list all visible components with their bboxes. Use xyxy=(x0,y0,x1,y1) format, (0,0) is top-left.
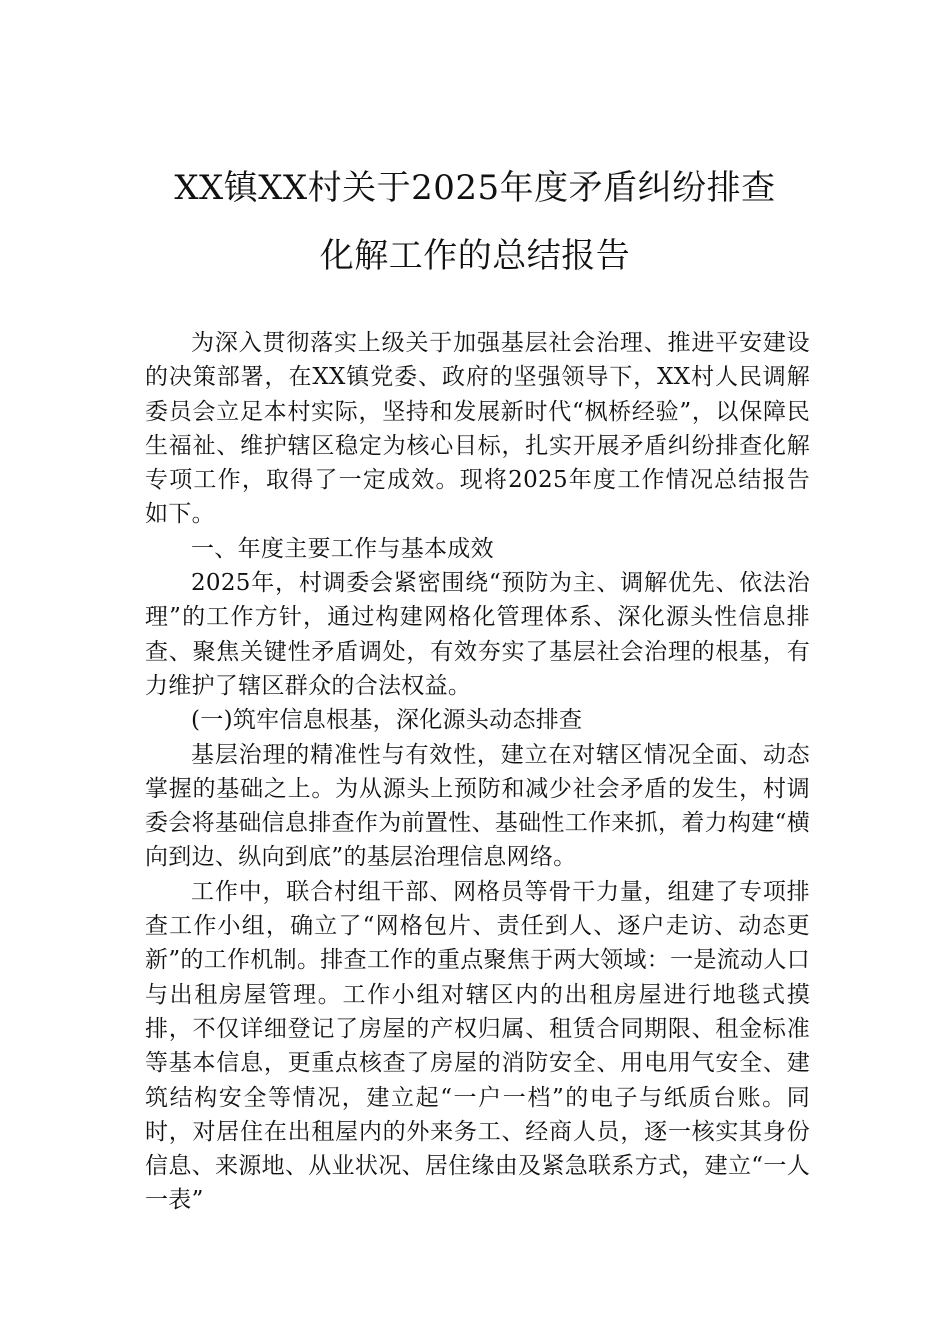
document-title-line-1: XX镇XX村关于2025年度矛盾纠纷排查 xyxy=(174,168,776,208)
document-title-line-2: 化解工作的总结报告 xyxy=(319,236,631,276)
body-paragraph: 2025年，村调委会紧密围绕“预防为主、调解优先、依法治理”的工作方针，通过构建网格化管理体系、深化源头性信息排查、聚焦关键性矛盾调处，有效夯实了基层社会治理的根基，有力维护了辖区群众的合法权益。 xyxy=(145,570,810,699)
intro-paragraph: 为深入贯彻落实上级关于加强基层社会治理、推进平安建设的决策部署，在XX镇党委、政府的坚强领导下，XX村人民调解委员会立足本村实际，坚持和发展新时代“枫桥经验”，以保障民生福祉、维护辖区稳定为核心目标，扎实开展矛盾纠纷排查化解专项工作，取得了一定成效。现将2025年度工作情况总结报告如下。 xyxy=(145,330,810,528)
section-heading-1: 一、年度主要工作与基本成效 xyxy=(191,535,494,562)
subsection-heading-1: (一)筑牢信息根基，深化源头动态排查 xyxy=(191,707,583,734)
body-paragraph: 工作中，联合村组干部、网格员等骨干力量，组建了专项排查工作小组，确立了“网格包片、责任到人、逐户走访、动态更新”的工作机制。排查工作的重点聚焦于两大领域：一是流动人口与出租房屋管理。工作小组对辖区内的出租房屋进行地毯式摸排，不仅详细登记了房屋的产权归属、租赁合同期限、租金标准等基本信息，更重点核查了房屋的消防安全、用电用气安全、建筑结构安全等情况，建立起“一户一档”的电子与纸质台账。同时，对居住在出租屋内的外来务工、经商人员，逐一核实其身份信息、来源地、从业状况、居住缘由及紧急联系方式，建立“一人一表” xyxy=(145,878,810,1214)
body-paragraph: 基层治理的精准性与有效性，建立在对辖区情况全面、动态掌握的基础之上。为从源头上预防和减少社会矛盾的发生，村调委会将基础信息排查作为前置性、基础性工作来抓，着力构建“横向到边、纵向到底”的基层治理信息网络。 xyxy=(145,741,810,871)
document-body xyxy=(145,326,810,1218)
